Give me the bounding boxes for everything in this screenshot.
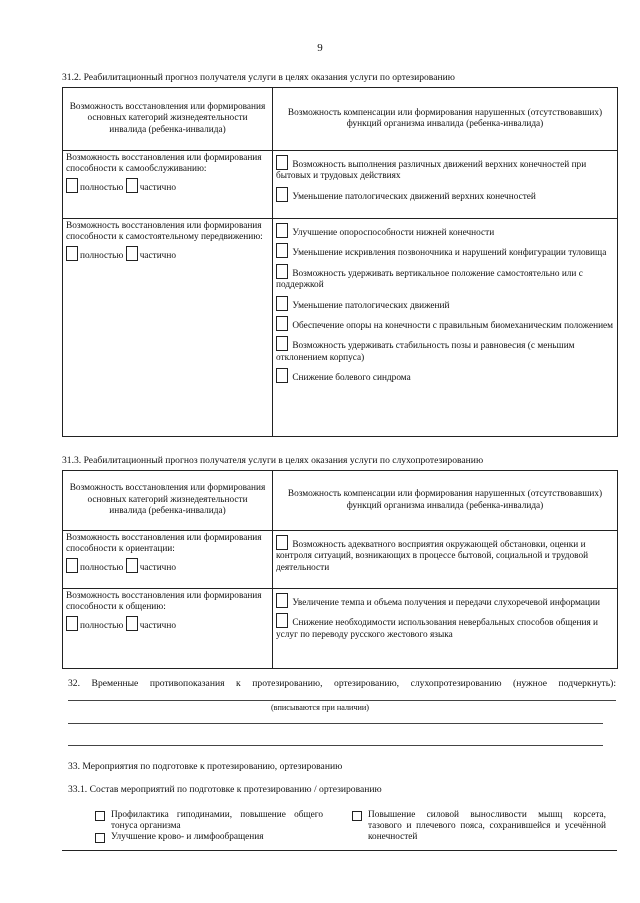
page-number: 9 [317,42,323,54]
degree-choices [66,616,269,632]
table-row [63,219,618,437]
orthosis-prognosis-table [62,87,618,437]
fully-checkbox[interactable] [66,178,78,193]
item-checkbox[interactable] [276,316,288,331]
row-label: Возможность восстановления или формирования способности к ориентации: [66,533,262,555]
partially-label: частично [139,182,176,193]
partially-checkbox[interactable] [126,616,138,631]
list-item [276,187,614,203]
measure-item [352,810,606,843]
measure-checkbox[interactable] [352,811,362,821]
list-item [276,613,614,641]
list-item [276,368,614,384]
item-text: Снижение необходимости использования невербальных способов общения и услуг по переводу русского жестового языка [276,618,599,640]
measures-right-list [352,810,606,843]
item-text: Возможность удерживать стабильность позы и равновесия (с меньшим отклонением корпуса) [276,341,575,363]
list-item [276,316,614,332]
function-items-cell [273,589,618,669]
fully-label: полностью [80,620,124,631]
item-checkbox[interactable] [276,264,288,279]
list-item [276,535,614,574]
partially-label: частично [139,620,176,631]
list-item [276,296,614,312]
header-body-functions: Возможность компенсации или формирования нарушенных (отсутствовавших) функций организма инвалида (ребенка-инвалида) [273,88,618,151]
header-body-functions: Возможность компенсации или формирования нарушенных (отсутствовавших) функций организма инвалида (ребенка-инвалида) [273,471,618,531]
function-items-cell [273,531,618,589]
fully-checkbox[interactable] [66,246,78,261]
measure-item [95,832,323,843]
item-text: Возможность удерживать вертикальное положение самостоятельно или с поддержкой [276,268,583,291]
item-text: Возможность адекватного восприятия окружающей обстановки, оценки и контроля ситуаций, возникающих в процессе бытовой, социальной и трудовой деятельности [276,540,589,573]
header-life-activity: Возможность восстановления или формирования основных категорий жизнедеятельности инвалида (ребенка-инвалида) [63,471,273,531]
item-text: Уменьшение патологических движений верхних конечностей [292,191,536,202]
item-text: Улучшение опороспособности нижней конечности [292,228,495,238]
row-label: Возможность восстановления или формирования способности к самостоятельному передвижению: [66,221,263,243]
degree-choices [66,246,269,262]
list-item [276,593,614,609]
partially-checkbox[interactable] [126,558,138,573]
function-items-cell [273,219,618,437]
table-header-row [63,471,618,531]
item-checkbox[interactable] [276,336,288,351]
item-checkbox[interactable] [276,187,288,202]
row-label: Возможность восстановления или формирования способности к самообслуживанию: [66,153,262,175]
section-33-title: 33. Мероприятия по подготовке к протезированию, ортезированию [68,761,343,772]
partially-label: частично [139,562,176,573]
item-text: Увеличение темпа и объема получения и передачи слухоречевой информации [292,598,600,608]
fill-line[interactable] [68,745,603,746]
row-label-cell [63,219,273,437]
item-text: Возможность выполнения различных движений верхних конечностей при бытовых и трудовых действиях [276,160,587,182]
list-item [276,223,614,239]
fully-checkbox[interactable] [66,616,78,631]
section-31-2-title: 31.2. Реабилитационный прогноз получателя услуги в целях оказания услуги по ортезированию [62,72,455,83]
measure-text: Профилактика гиподинамии, повышение общего тонуса организма [111,810,323,831]
function-items-cell [273,151,618,219]
item-text: Обеспечение опоры на конечности с правильным биомеханическим положением [292,321,614,332]
item-checkbox[interactable] [276,296,288,311]
item-checkbox[interactable] [276,243,288,258]
item-text: Уменьшение искривления позвоночника и нарушений конфигурации туловища [292,248,607,259]
item-checkbox[interactable] [276,368,288,383]
table-row [63,531,618,589]
item-text: Снижение болевого синдрома [292,373,411,384]
item-checkbox[interactable] [276,613,288,628]
row-label-cell [63,531,273,589]
table-row [63,589,618,669]
list-item [276,336,614,364]
fill-note: (вписываются при наличии) [270,703,370,712]
item-text: Уменьшение патологических движений [292,300,450,311]
contraindications-text: 32. Временные противопоказания к протезированию, ортезированию, слухопротезированию (нужное подчеркнуть): [68,678,616,689]
degree-choices [66,178,269,194]
table-header-row [63,88,618,151]
degree-choices [66,558,269,574]
row-label-cell [63,151,273,219]
list-item [276,264,614,292]
partially-checkbox[interactable] [126,246,138,261]
fill-line[interactable] [68,700,616,701]
table-row [63,151,618,219]
item-checkbox[interactable] [276,223,288,238]
measure-text: Повышение силовой выносливости мышц корсета, тазового и плечевого пояса, сохранившейся и усечённой конечностей [368,810,606,842]
fully-checkbox[interactable] [66,558,78,573]
list-item [276,243,614,259]
header-life-activity: Возможность восстановления или формирования основных категорий жизнедеятельности инвалида (ребенка-инвалида) [63,88,273,151]
section-31-3-title: 31.3. Реабилитационный прогноз получателя услуги в целях оказания услуги по слухопротезированию [62,455,484,466]
measure-checkbox[interactable] [95,833,105,843]
row-label-cell [63,589,273,669]
fully-label: полностью [80,562,124,573]
fully-label: полностью [80,182,124,193]
section-33-1-title: 33.1. Состав мероприятий по подготовке к протезированию / ортезированию [68,784,382,795]
partially-checkbox[interactable] [126,178,138,193]
hearing-prognosis-table [62,470,618,669]
measure-text: Улучшение крово- и лимфообращения [111,832,264,842]
fill-line[interactable] [68,723,603,724]
partially-label: частично [139,250,176,261]
bottom-rule [62,850,617,851]
measures-left-list [95,810,323,843]
measure-item [95,810,323,832]
list-item [276,155,614,183]
item-checkbox[interactable] [276,593,288,608]
measure-checkbox[interactable] [95,811,105,821]
row-label: Возможность восстановления или формирования способности к общению: [66,591,262,613]
fully-label: полностью [80,250,124,261]
item-checkbox[interactable] [276,155,288,170]
item-checkbox[interactable] [276,535,288,550]
